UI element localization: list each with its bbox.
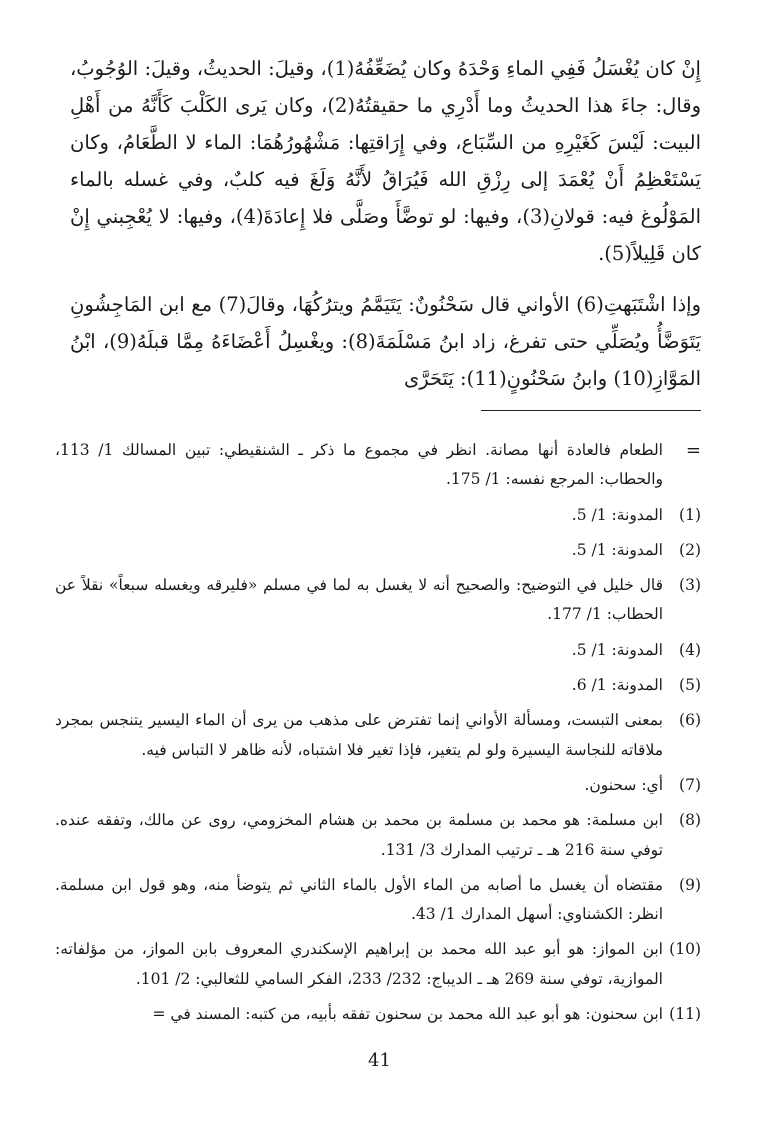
footnote-number: (2) <box>679 540 701 559</box>
footnote-text: ابن المواز: هو أبو عبد الله محمد بن إبراهيم الإسكندري المعروف بابن المواز، من مؤلفاته: الموازية، توفي سنة 269 هـ ـ الديباج: 232/ 233، الفكر السامي للثعالبي: 2/ 101. <box>55 940 663 988</box>
footnote-text: المدونة: 1/ 5. <box>571 505 663 524</box>
footnote-text: بمعنى التبست، ومسألة الأواني إنما تفترض على مذهب من يرى أن الماء اليسير يتنجس بمجرد ملاقاته للنجاسة اليسيرة ولو لم يتغير، فإذا تغير فلا اشتباه، لأنه ظاهر لا التباس فيه. <box>55 711 663 759</box>
footnote-1 <box>55 501 701 530</box>
footnote-11 <box>55 1000 701 1029</box>
main-paragraph-1: إِنْ كان يُغْسَلُ فَفِي الماءِ وَحْدَهُ وكان يُضَعِّفُهُ(1)، وقيلَ: الحديثُ، وقيلَ: الوُجُوبُ، وقال: جاءَ هذا الحديثُ وما أَدْرِي ما حقيقتُهُ(2)، وكان يَرى الكَلْبَ كَأَنَّهُ من أَهْلِ البيت: لَيْسَ كَغَيْرِهِ من السِّبَاع، وفي إِرَاقتِها: مَشْهُورُهُمَا: الماء لا الطَّعَامُ، وكان يَسْتَعْظِمُ أَنْ يُعْمَدَ إلى رِزْقِ الله فَيُرَاقُ لأَنَّهُ وَلَغَ فيه كلبٌ، وفي غسله بالماء المَوْلُوغ فيه: قولانِ(3)، وفيها: لو توضَّأَ وصَلَّى فلا إِعادَةَ(4)، وفيها: لا يُعْجِبني إِنْ كان قَلِيلاً(5). <box>70 57 702 265</box>
footnote-text: ابن سحنون: هو أبو عبد الله محمد بن سحنون تفقه بأبيه، من كتبه: المسند في = <box>152 1005 663 1024</box>
footnote-text: ابن مسلمة: هو محمد بن مسلمة بن محمد بن هشام المخزومي، روى عن مالك، وتفقه عنده. توفي سنة 216 هـ ـ ترتيب المدارك 3/ 131. <box>55 811 663 859</box>
footnote-text: أي: سحنون. <box>584 775 663 794</box>
footnote-text: المدونة: 1/ 6. <box>571 676 663 695</box>
footnote-number: (10) <box>669 940 701 959</box>
footnote-marker: = <box>685 440 701 461</box>
footnote-5 <box>55 671 701 700</box>
footnote-separator <box>481 410 701 411</box>
footnote-number: (7) <box>679 775 701 794</box>
footnote-text: الطعام فالعادة أنها مصانة. انظر في مجموع ما ذكر ـ الشنقيطي: تبين المسالك 1/ 113، والحطاب: المرجع نفسه: 1/ 175. <box>55 441 663 489</box>
footnote-6 <box>55 706 701 765</box>
footnote-text: المدونة: 1/ 5. <box>571 540 663 559</box>
footnote-number: (8) <box>679 811 701 830</box>
footnote-text: مقتضاه أن يغسل ما أصابه من الماء الأول بالماء الثاني ثم يتوضأ منه، وهو قول ابن مسلمة. انظر: الكشناوي: أسهل المدارك 1/ 43. <box>55 875 663 924</box>
footnote-3 <box>55 571 701 630</box>
footnote-text: المدونة: 1/ 5. <box>571 640 663 659</box>
footnote-number: (11) <box>669 1005 701 1024</box>
footnote-7 <box>55 771 701 800</box>
footnote-2 <box>55 536 701 565</box>
footnote-continuation <box>55 436 701 495</box>
footnote-number: (5) <box>679 676 701 695</box>
footnote-9 <box>55 871 701 930</box>
footnote-number: (9) <box>679 875 701 894</box>
page-number: 41 <box>368 1050 391 1071</box>
footnote-number: (4) <box>679 640 701 659</box>
footnote-number: (1) <box>679 505 701 524</box>
footnotes <box>55 436 701 1035</box>
main-paragraph-2: وإذا اشْتَبَهتِ(6) الأواني قال سَحْنُونٌ: يَتَيَمَّمُ ويترُكُهَا، وقالَ(7) مع ابن المَاجِشُونِ يَتَوَضَّأُ ويُصَلِّي حتى تفرغ، زاد ابنُ مَسْلَمَةَ(8): ويغْسِلُ أَعْضَاءَهُ مِمَّا قبلَهُ(9)، ابْنُ المَوَّازِ(10) وابنُ سَحْنُونٍ(11): يَتَحَرَّى <box>70 293 701 390</box>
main-text <box>70 50 701 397</box>
footnote-number: (3) <box>679 576 701 595</box>
footnote-10 <box>55 935 701 994</box>
footnote-number: (6) <box>679 711 701 730</box>
footnote-text: قال خليل في التوضيح: والصحيح أنه لا يغسل به لما في مسلم «فليرقه ويغسله سبعاً» نقلاً عن الحطاب: 1/ 177. <box>55 576 663 624</box>
footnote-8 <box>55 806 701 865</box>
footnote-4 <box>55 636 701 665</box>
